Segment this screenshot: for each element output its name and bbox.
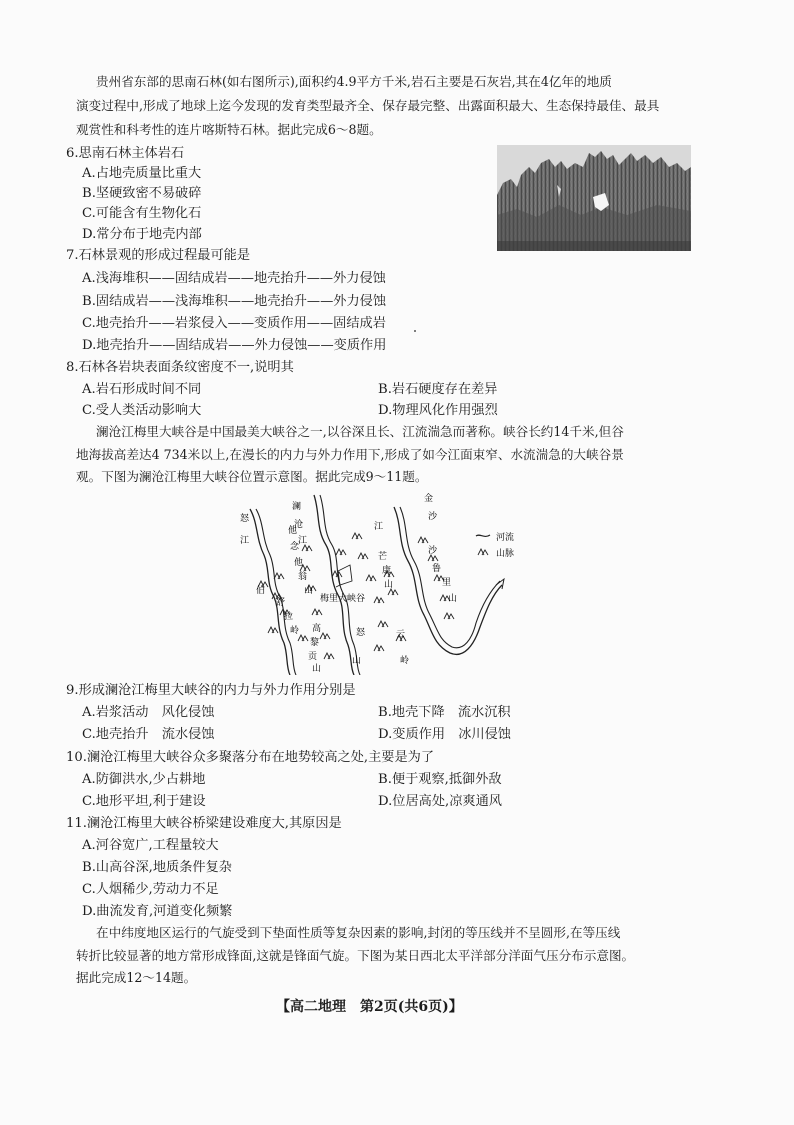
q10-option-d: D.位居高处,凉爽通风 (378, 794, 502, 809)
q7-option-b: B.固结成岩——浅海堆积——地壳抬升——外力侵蚀 (82, 294, 387, 309)
q10-stem: 10.澜沧江梅里大峡谷众多聚落分布在地势较高之处,主要是为了 (66, 750, 435, 765)
q10-option-b: B.便于观察,抵御外敌 (378, 772, 502, 787)
label-nian: 念 (290, 542, 300, 552)
intro1-line1: 贵州省东部的思南石林(如右图所示),面积约4.9平方千米,岩石主要是石灰岩,其在4亿年的地质 (96, 74, 612, 89)
q6-option-d: D.常分布于地壳内部 (82, 227, 202, 242)
q9-option-b: B.地壳下降 流水沉积 (378, 705, 511, 720)
label-ling: 岭 (290, 626, 300, 636)
label-weng: 翁 (298, 572, 308, 582)
q7-option-a: A.浅海堆积——固结成岩——地壳抬升——外力侵蚀 (82, 271, 386, 286)
label-shu: 舒 (276, 598, 286, 608)
label-shan4: 山 (448, 594, 458, 604)
label-shan1: 山 (304, 586, 314, 596)
intro3-line3: 据此完成12～14题。 (76, 970, 197, 985)
label-nu-2: 江 (240, 536, 250, 546)
q8-option-a: A.岩石形成时间不同 (82, 382, 202, 397)
intro3-line2: 转折比较显著的地方常形成锋面,这就是锋面气旋。下图为某日西北太平洋部分洋面气压分布示意图。 (76, 948, 635, 963)
q11-option-d: D.曲流发育,河道变化频繁 (82, 904, 233, 919)
label-nu-1: 怒 (240, 514, 250, 524)
label-ta2: 他 (294, 558, 304, 568)
canyon-location-map (228, 485, 524, 675)
q7-option-d: D.地壳抬升——固结成岩——外力侵蚀——变质作用 (82, 338, 387, 353)
q7-stem: 7.石林景观的形成过程最可能是 (66, 248, 251, 263)
q8-option-b: B.岩石硬度存在差异 (378, 382, 498, 397)
q6-option-c: C.可能含有生物化石 (82, 206, 202, 221)
label-shan2: 山 (384, 580, 394, 590)
label-li2: 里 (442, 578, 452, 588)
label-jinsha-1: 金 (424, 494, 434, 504)
q9-stem: 9.形成澜沧江梅里大峡谷的内力与外力作用分别是 (66, 683, 356, 698)
label-shan3: 山 (312, 664, 322, 674)
intro1-line3: 观赏性和科考性的连片喀斯特石林。据此完成6～8题。 (76, 122, 382, 137)
label-gong: 贡 (308, 652, 318, 662)
label-mang: 芒 (378, 552, 388, 562)
legend-river-label: 河流 (496, 533, 515, 543)
river-lancang (314, 495, 354, 675)
q7-option-c: C.地壳抬升——岩浆侵入——变质作用——固结成岩 (82, 316, 386, 331)
q10-option-a: A.防御洪水,少占耕地 (82, 772, 206, 787)
label-bo: 伯 (256, 586, 266, 596)
legend-mountain-label: 山脉 (496, 549, 515, 559)
label-lancang-3: 江 (298, 536, 308, 546)
speck (414, 330, 416, 332)
q8-option-d: D.物理风化作用强烈 (378, 403, 498, 418)
q11-stem: 11.澜沧江梅里大峡谷桥梁建设难度大,其原因是 (66, 816, 342, 831)
label-ling2: 岭 (400, 656, 410, 666)
label-meili-canyon: 梅里大峡谷 (320, 594, 366, 604)
q9-option-a: A.岩浆活动 风化侵蚀 (82, 705, 215, 720)
q8-stem: 8.石林各岩块表面条纹密度不一,说明其 (66, 360, 294, 375)
label-jinsha-3: 江 (374, 522, 384, 532)
label-sha: 沙 (428, 546, 438, 556)
label-nu-shan-1: 怒 (356, 628, 366, 638)
intro2-line1: 澜沧江梅里大峡谷是中国最美大峡谷之一,以谷深且长、江流湍急而著称。峡谷长约14千米,但谷 (96, 424, 624, 439)
label-kang: 康 (382, 566, 392, 576)
q11-option-b: B.山高谷深,地质条件复杂 (82, 860, 232, 875)
page-footer: 【高二地理 第2页(共6页)】 (276, 999, 463, 1015)
stone-forest-photo (497, 145, 691, 251)
label-lancang-2: 沧 (294, 520, 304, 530)
q6-option-b: B.坚硬致密不易破碎 (82, 186, 202, 201)
q6-stem: 6.思南石林主体岩石 (66, 146, 185, 161)
intro3-line1: 在中纬度地区运行的气旋受到下垫面性质等复杂因素的影响,封闭的等压线并不呈圆形,在等压线 (96, 925, 621, 940)
intro2-line2: 地海拔高差达4 734米以上,在漫长的内力与外力作用下,形成了如今江面束窄、水流湍急的大峡谷景 (76, 447, 624, 462)
label-li: 黎 (310, 638, 320, 648)
q11-option-a: A.河谷宽广,工程量较大 (82, 838, 219, 853)
label-gao: 高 (312, 624, 322, 634)
label-yun: 云 (396, 630, 406, 640)
label-la: 拉 (284, 612, 294, 622)
intro1-line2: 演变过程中,形成了地球上迄今发现的发育类型最齐全、保存最完整、出露面积最大、生态保持最佳、最具 (76, 98, 660, 113)
label-nu-shan-2: 山 (352, 656, 362, 666)
q9-option-c: C.地壳抬升 流水侵蚀 (82, 727, 215, 742)
q6-option-a: A.占地壳质量比重大 (82, 166, 202, 181)
q11-option-c: C.人烟稀少,劳动力不足 (82, 882, 219, 897)
q10-option-c: C.地形平坦,利于建设 (82, 794, 206, 809)
label-jinsha-2: 沙 (428, 512, 438, 522)
q8-option-c: C.受人类活动影响大 (82, 403, 202, 418)
intro2-line3: 观。下图为澜沧江梅里大峡谷位置示意图。据此完成9～11题。 (76, 469, 428, 484)
label-lu: 鲁 (432, 564, 442, 574)
label-lancang-1: 澜 (292, 502, 302, 512)
label-ta1: 他 (288, 526, 298, 536)
q9-option-d: D.变质作用 冰川侵蚀 (378, 727, 511, 742)
